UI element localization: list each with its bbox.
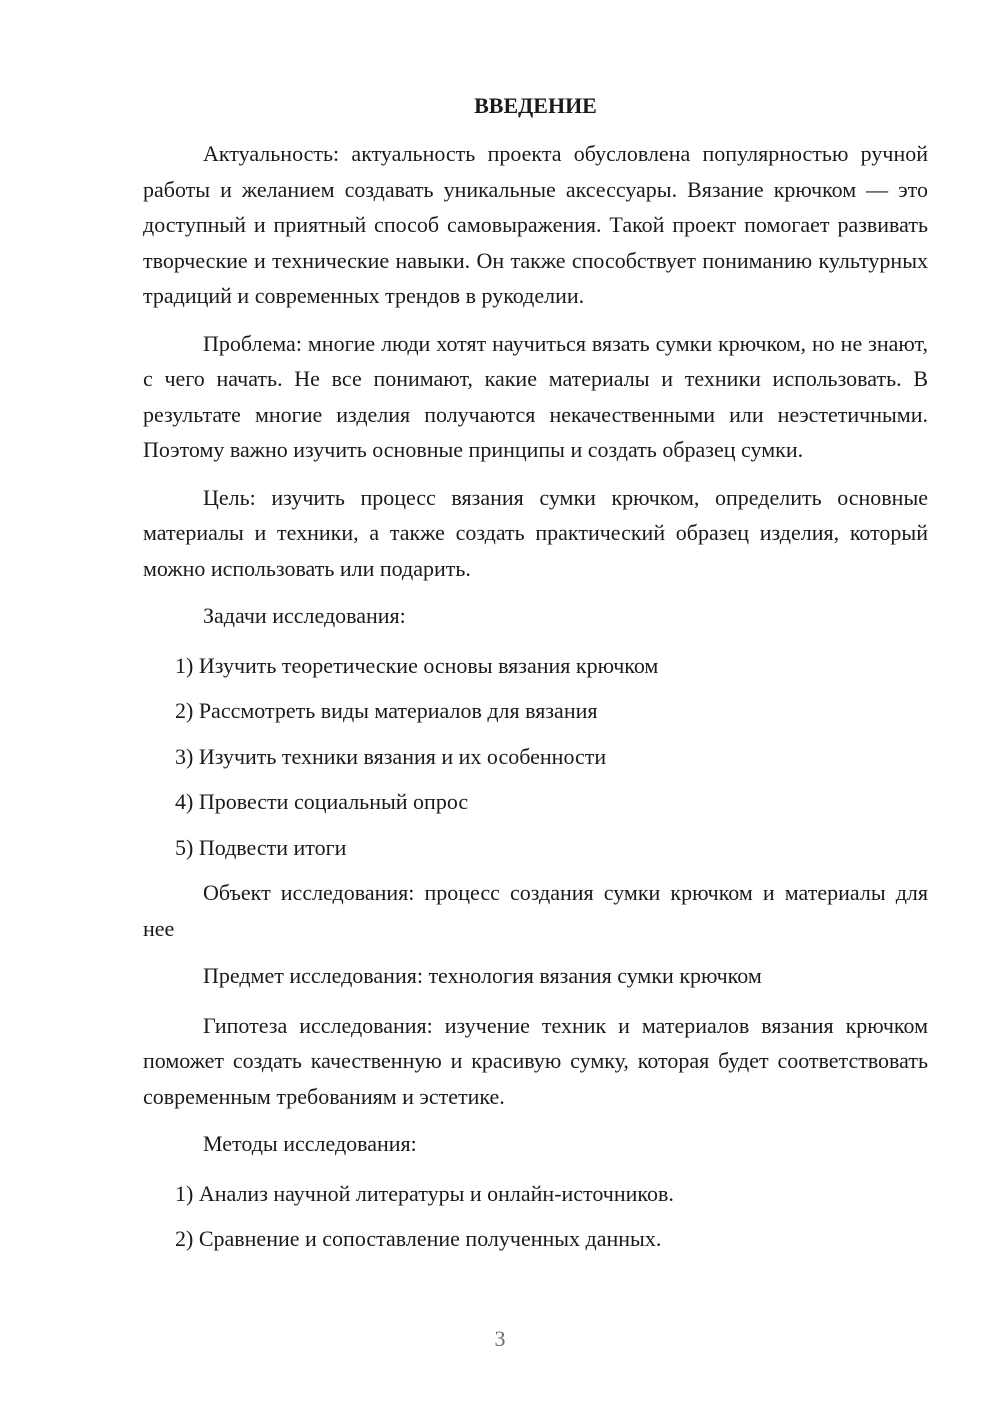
subject-paragraph: Предмет исследования: технология вязания сумки крючком bbox=[203, 963, 762, 988]
goal-paragraph: Цель: изучить процесс вязания сумки крючком, определить основные материалы и техники, а также создать практический образец изделия, который можно использовать или подарить. bbox=[143, 484, 928, 581]
list-item: 2) Рассмотреть виды материалов для вязания bbox=[175, 698, 598, 723]
page-number: 3 bbox=[494, 1326, 506, 1351]
list-item: 4) Провести социальный опрос bbox=[175, 789, 469, 814]
document-page bbox=[143, 90, 928, 1267]
relevance-paragraph: Актуальность: актуальность проекта обусловлена популярностью ручной работы и желанием создавать уникальные аксессуары. Вязание крючком — это доступный и приятный способ самовыражения. Такой проект помогает развивать творческие и технические навыки. Он также способствует пониманию культурных традиций и современных трендов в рукоделии. bbox=[143, 141, 928, 308]
list-item: 1) Изучить теоретические основы вязания крючком bbox=[175, 652, 659, 678]
list-item: 5) Подвести итоги bbox=[175, 834, 347, 860]
list-item: 1) Анализ научной литературы и онлайн-источников. bbox=[175, 1180, 674, 1206]
list-item: 3) Изучить техники вязания и их особенности bbox=[175, 743, 607, 769]
tasks-heading: Задачи исследования: bbox=[203, 603, 406, 628]
page-title: ВВЕДЕНИЕ bbox=[474, 93, 597, 118]
problem-paragraph: Проблема: многие люди хотят научиться вязать сумки крючком, но не знают, с чего начать. Не все понимают, какие материалы и техники использовать. В результате многие изделия получаются некачественными или неэстетичными. Поэтому важно изучить основные принципы и создать образец сумки. bbox=[143, 330, 928, 462]
list-item: 2) Сравнение и сопоставление полученных данных. bbox=[175, 1226, 662, 1251]
object-paragraph: Объект исследования: процесс создания сумки крючком и материалы для нее bbox=[143, 880, 928, 941]
methods-list bbox=[143, 1176, 928, 1267]
methods-heading: Методы исследования: bbox=[203, 1131, 417, 1156]
tasks-list bbox=[143, 648, 928, 876]
hypothesis-paragraph: Гипотеза исследования: изучение техник и материалов вязания крючком поможет создать качественную и красивую сумку, которая будет соответствовать современным требованиям и эстетике. bbox=[143, 1012, 928, 1109]
